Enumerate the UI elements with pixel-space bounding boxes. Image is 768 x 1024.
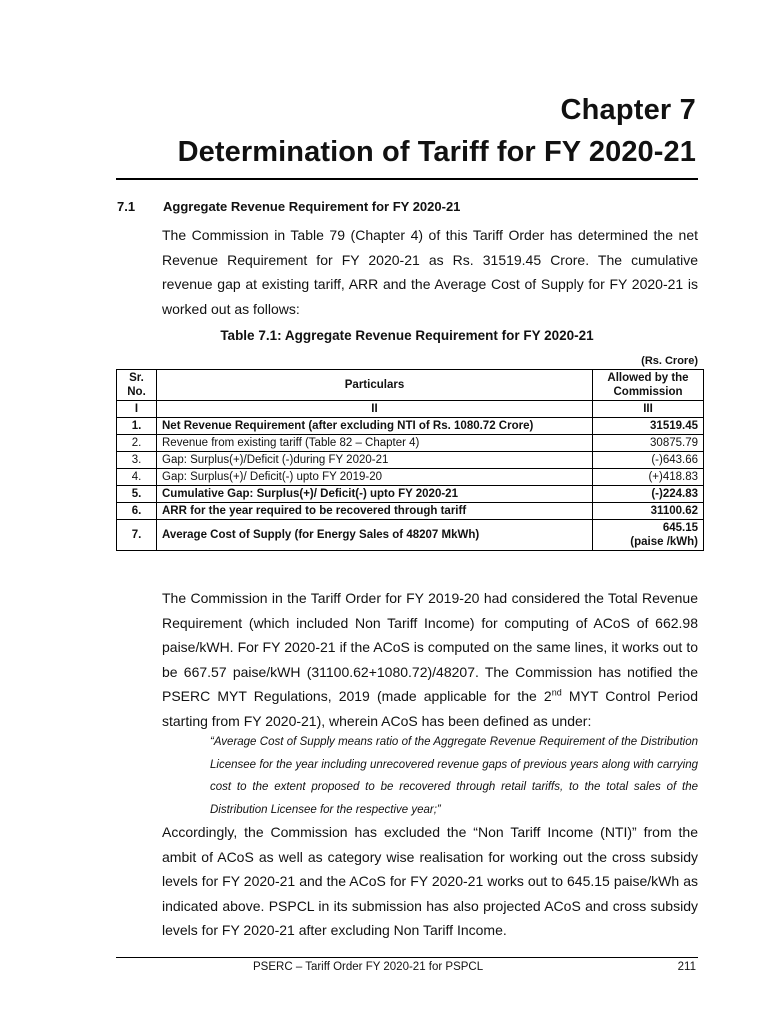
footer-divider: [116, 957, 698, 958]
table-row: [117, 486, 704, 503]
table-row: [117, 520, 704, 551]
acos-superscript: nd: [551, 687, 562, 698]
roman-col-3: III: [593, 401, 704, 418]
footer-text: PSERC – Tariff Order FY 2020-21 for PSPCL: [253, 961, 484, 973]
row-value-number: 31519.45: [650, 420, 698, 432]
row-sr-no: 5.: [117, 486, 157, 503]
acos-text-part1: The Commission in the Tariff Order for FY 2019-20 had considered the Total Revenue Requirement (which included Non Tariff Income) for computing of ACoS of 662.98 paise/kWH. For FY 2020-21 if the ACoS is computed on the same lines, it works out to be 667.57 paise/kWH (31100.62+1080.72)/48207. The Commission has notified the PSERC MYT Regulations, 2019 (made applicable for the 2: [162, 590, 698, 705]
table-roman-row: [117, 401, 704, 418]
table-row: [117, 452, 704, 469]
row-sr-no: 2.: [117, 435, 157, 452]
chapter-title: Determination of Tariff for FY 2020-21: [177, 136, 696, 168]
table-body: [117, 418, 704, 551]
row-sr-no: 7.: [117, 520, 157, 551]
row-particular: Gap: Surplus(+)/ Deficit(-) upto FY 2019-20: [157, 469, 593, 486]
acos-text-part2: MYT Control Period starting from FY 2020-21), wherein ACoS has been defined as under:: [162, 688, 698, 729]
row-sr-no: 4.: [117, 469, 157, 486]
row-particular: Gap: Surplus(+)/Deficit (-)during FY 2020-21: [157, 452, 593, 469]
chapter-number: Chapter 7: [560, 94, 696, 126]
acos-paragraph: [162, 586, 698, 734]
row-value: [593, 503, 704, 520]
section-number: 7.1: [117, 199, 136, 214]
row-sr-no: 1.: [117, 418, 157, 435]
row-sr-no: 6.: [117, 503, 157, 520]
page-number: 211: [677, 961, 696, 973]
section-title: Aggregate Revenue Requirement for FY 2020-21: [163, 199, 461, 214]
revenue-table: [116, 369, 704, 551]
row-value-number: 30875.79: [650, 437, 698, 449]
row-value-number: (-)224.83: [651, 488, 698, 500]
row-particular: Net Revenue Requirement (after excluding NTI of Rs. 1080.72 Crore): [157, 418, 593, 435]
row-value-number: 31100.62: [650, 505, 698, 517]
header-sr-no: Sr. No.: [117, 370, 157, 401]
table-header-row: [117, 370, 704, 401]
row-sr-no: 3.: [117, 452, 157, 469]
table-row: [117, 435, 704, 452]
row-particular: Revenue from existing tariff (Table 82 – Chapter 4): [157, 435, 593, 452]
table-row: [117, 469, 704, 486]
row-particular: ARR for the year required to be recovered through tariff: [157, 503, 593, 520]
row-value: [593, 452, 704, 469]
roman-col-2: II: [157, 401, 593, 418]
row-value-number: (-)643.66: [651, 454, 698, 466]
header-allowed: Allowed by the Commission: [593, 370, 704, 401]
intro-paragraph: The Commission in Table 79 (Chapter 4) of this Tariff Order has determined the net Revenue Requirement for FY 2020-21 as Rs. 31519.45 Crore. The cumulative revenue gap at existing tariff, ARR and the Average Cost of Supply for FY 2020-21 is worked out as follows:: [162, 227, 698, 317]
header-particulars: Particulars: [157, 370, 593, 401]
row-value: [593, 469, 704, 486]
conclusion-paragraph: Accordingly, the Commission has excluded the “Non Tariff Income (NTI)” from the ambit of ACoS as well as category wise realisation for working out the cross subsidy levels for FY 2020-21 and the ACoS for FY 2020-21 works out to 645.15 paise/kWh as indicated above. PSPCL in its submission has also projected ACoS and cross subsidy levels for FY 2020-21 after excluding Non Tariff Income.: [162, 824, 698, 939]
row-value: [593, 520, 704, 551]
title-divider: [116, 178, 698, 180]
row-particular: Cumulative Gap: Surplus(+)/ Deficit(-) upto FY 2020-21: [157, 486, 593, 503]
row-value-number: 645.15: [662, 522, 698, 534]
row-value: [593, 486, 704, 503]
row-value-number: (+)418.83: [648, 471, 698, 483]
roman-col-1: I: [117, 401, 157, 418]
row-value: [593, 435, 704, 452]
table-units: (Rs. Crore): [641, 355, 698, 367]
row-particular: Average Cost of Supply (for Energy Sales of 48207 MkWh): [157, 520, 593, 551]
row-value: [593, 418, 704, 435]
table-caption: Table 7.1: Aggregate Revenue Requirement for FY 2020-21: [220, 328, 594, 343]
table-row: [117, 503, 704, 520]
row-value-unit: (paise /kWh): [630, 536, 698, 548]
acos-definition-quote: “Average Cost of Supply means ratio of the Aggregate Revenue Requirement of the Distribution Licensee for the year including unrecovered revenue gaps of previous years along with carrying cost to the extent proposed to be recovered through retail tariffs, to the total sales of the Distribution Licensee for the respective year;”: [210, 736, 698, 816]
table-row: [117, 418, 704, 435]
